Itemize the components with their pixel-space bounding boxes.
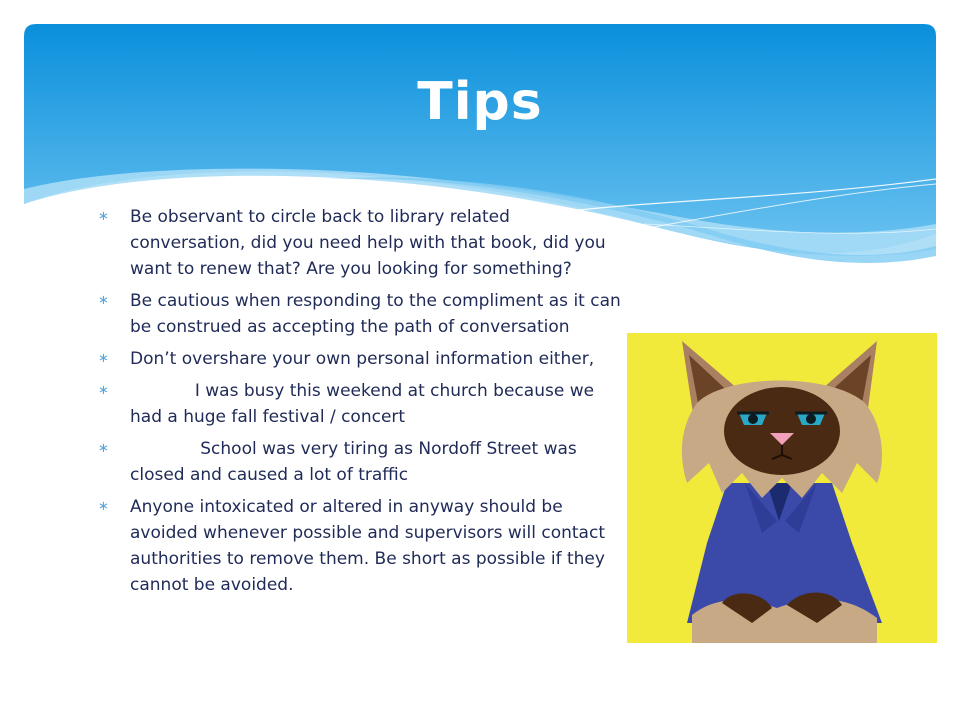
cat-illustration — [627, 333, 937, 643]
bullet-star-icon: ∗ — [98, 293, 109, 308]
bullet-star-icon: ∗ — [98, 441, 109, 456]
list-item — [98, 346, 623, 372]
bullet-star-icon: ∗ — [98, 383, 109, 398]
list-item — [98, 494, 623, 598]
bullet-text: Be observant to circle back to library related conversation, did you need help with that book, did you want to renew that? Are you looking for something? — [130, 207, 606, 279]
bullet-star-icon: ∗ — [98, 209, 109, 224]
bullet-text: School was very tiring as Nordoff Street was closed and caused a lot of traffic — [130, 439, 583, 485]
bullet-star-icon: ∗ — [98, 351, 109, 366]
bullet-text: I was busy this weekend at church because we had a huge fall festival / concert — [130, 381, 600, 427]
bullet-text: Be cautious when responding to the compliment as it can be construed as accepting the path of conversation — [130, 291, 621, 337]
list-item — [98, 288, 623, 340]
bullet-star-icon: ∗ — [98, 499, 109, 514]
list-item — [98, 378, 623, 430]
bullet-text: Anyone intoxicated or altered in anyway should be avoided whenever possible and supervisors will contact authorities to remove them. Be short as possible if they cannot be avoided. — [130, 497, 605, 595]
siamese-cat-icon — [627, 333, 937, 643]
list-item — [98, 436, 623, 488]
bullet-text: Don’t overshare your own personal information either, — [130, 349, 595, 369]
slide-title: Tips — [417, 72, 543, 132]
bullet-list — [98, 204, 623, 604]
list-item — [98, 204, 623, 282]
